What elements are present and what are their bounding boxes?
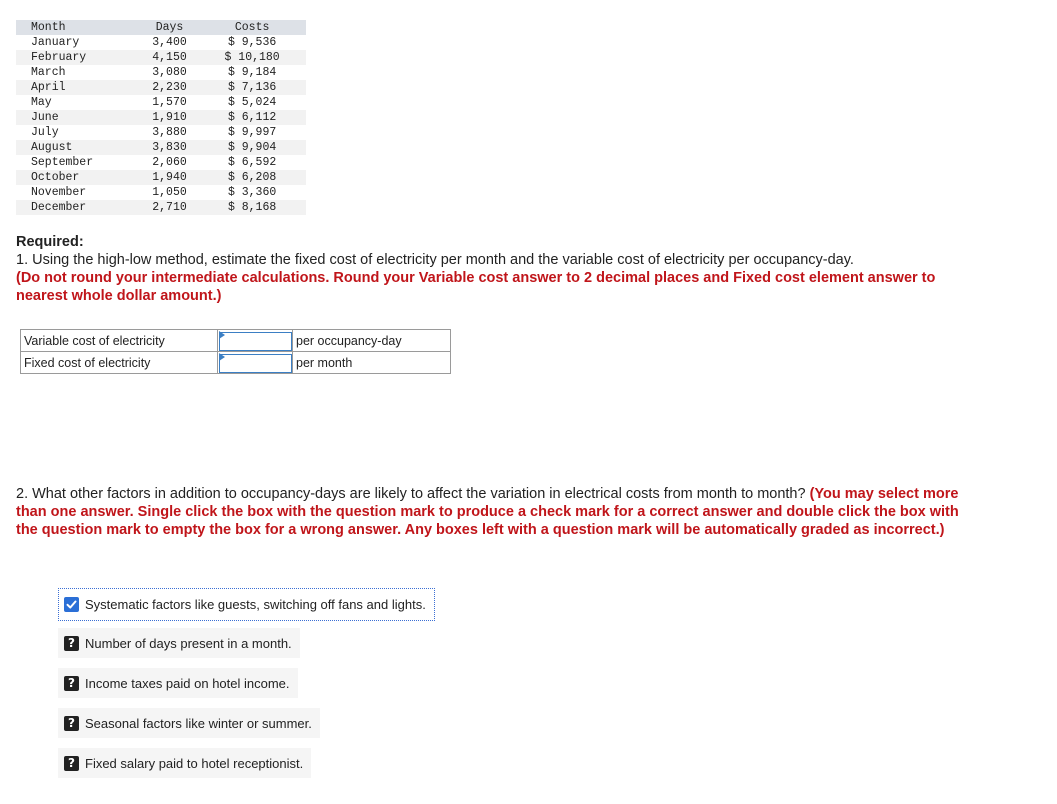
question-1-text: 1. Using the high-low method, estimate the fixed cost of electricity per month and the variable cost of electricity per occupancy-day. <box>16 252 854 268</box>
option-label: Income taxes paid on hotel income. <box>85 675 290 691</box>
cell-days: 2,710 <box>141 200 198 215</box>
table-row <box>16 125 306 140</box>
fixed-cost-cell <box>218 352 293 374</box>
check-icon[interactable] <box>64 597 79 612</box>
question-2 <box>16 485 961 539</box>
cell-costs: $ 9,184 <box>227 66 277 79</box>
cell-days: 2,060 <box>152 156 187 169</box>
cell-month: May <box>31 96 52 109</box>
variable-cost-label: Variable cost of electricity <box>21 330 218 352</box>
cell-costs: $ 10,180 <box>198 50 306 65</box>
cell-costs: $ 9,904 <box>198 140 306 155</box>
table-row <box>16 110 306 125</box>
question-2-text: 2. What other factors in addition to occupancy-days are likely to affect the variation in electrical costs from month to month? <box>16 486 806 502</box>
question-mark-icon[interactable]: ? <box>64 676 79 691</box>
option-label: Systematic factors like guests, switching off fans and lights. <box>85 597 426 612</box>
table-row <box>16 35 306 50</box>
option-label: Seasonal factors like winter or summer. <box>85 715 312 731</box>
table-header-row <box>16 20 306 35</box>
cell-days: 1,910 <box>141 110 198 125</box>
cell-month: September <box>31 156 94 169</box>
question-mark-icon[interactable]: ? <box>64 756 79 771</box>
cell-costs: $ 3,360 <box>227 186 277 199</box>
table-row <box>16 155 306 170</box>
cell-month: October <box>16 170 141 185</box>
question-mark-icon[interactable]: ? <box>64 636 79 651</box>
question-mark-icon[interactable]: ? <box>64 716 79 731</box>
cell-costs: $ 8,168 <box>198 200 306 215</box>
table-row <box>16 185 306 200</box>
cell-days: 3,400 <box>152 36 187 49</box>
fixed-cost-label: Fixed cost of electricity <box>21 352 218 374</box>
cell-days: 3,830 <box>141 140 198 155</box>
cell-days: 1,570 <box>152 96 187 109</box>
cell-days: 1,940 <box>141 170 198 185</box>
cell-days: 2,230 <box>141 80 198 95</box>
cell-month: March <box>31 66 66 79</box>
question-1-instruction: (Do not round your intermediate calculations. Round your Variable cost answer to 2 decimal places and Fixed cost element answer to nearest whole dollar amount.) <box>16 270 936 304</box>
cell-month: February <box>16 50 141 65</box>
table-row <box>16 170 306 185</box>
table-row <box>16 140 306 155</box>
cell-days: 3,080 <box>152 66 187 79</box>
occupancy-cost-table <box>16 20 306 215</box>
cell-costs: $ 6,112 <box>198 110 306 125</box>
cell-costs: $ 9,536 <box>227 36 277 49</box>
cell-month: July <box>31 126 59 139</box>
variable-cost-unit: per occupancy-day <box>293 330 451 352</box>
cell-costs: $ 6,592 <box>227 156 277 169</box>
cell-days: 1,050 <box>152 186 187 199</box>
fixed-cost-input[interactable] <box>219 354 292 373</box>
cell-costs: $ 6,208 <box>198 170 306 185</box>
variable-cost-cell <box>218 330 293 352</box>
table-row <box>16 200 306 215</box>
cell-costs: $ 5,024 <box>227 96 277 109</box>
flag-icon <box>219 353 225 361</box>
fixed-cost-unit: per month <box>293 352 451 374</box>
answer-table <box>20 329 451 374</box>
header-month: Month <box>16 20 141 35</box>
header-days: Days <box>141 20 198 35</box>
option-systematic-factors[interactable] <box>58 588 435 621</box>
question-2-instruction: (You may select more than one answer. Single click the box with the question mark to produce a check mark for a correct answer and double click the box with the question mark to empty the box for a wrong answer. Any boxes left with a question mark will be automatically graded as incorrect.) <box>16 486 959 538</box>
table-row <box>16 65 306 80</box>
option-fixed-salary[interactable] <box>58 748 311 778</box>
question-1 <box>16 233 961 305</box>
option-days-in-month[interactable] <box>58 628 300 658</box>
header-costs: Costs <box>198 20 306 35</box>
cell-month: August <box>16 140 141 155</box>
option-label: Fixed salary paid to hotel receptionist. <box>85 755 304 771</box>
table-row <box>16 50 306 65</box>
cell-month: April <box>16 80 141 95</box>
cell-month: December <box>16 200 141 215</box>
answer-options <box>58 588 435 788</box>
table-row <box>16 80 306 95</box>
option-income-taxes[interactable] <box>58 668 298 698</box>
cell-month: November <box>31 186 87 199</box>
cell-costs: $ 7,136 <box>198 80 306 95</box>
table-row <box>16 95 306 110</box>
option-label: Number of days present in a month. <box>85 635 292 651</box>
cell-days: 4,150 <box>141 50 198 65</box>
variable-cost-input[interactable] <box>219 332 292 351</box>
cell-month: June <box>16 110 141 125</box>
flag-icon <box>219 331 225 339</box>
required-heading: Required: <box>16 234 84 250</box>
answer-row-variable <box>21 330 451 352</box>
answer-row-fixed <box>21 352 451 374</box>
cell-days: 3,880 <box>152 126 187 139</box>
cell-costs: $ 9,997 <box>227 126 277 139</box>
cell-month: January <box>31 36 80 49</box>
option-seasonal-factors[interactable] <box>58 708 320 738</box>
